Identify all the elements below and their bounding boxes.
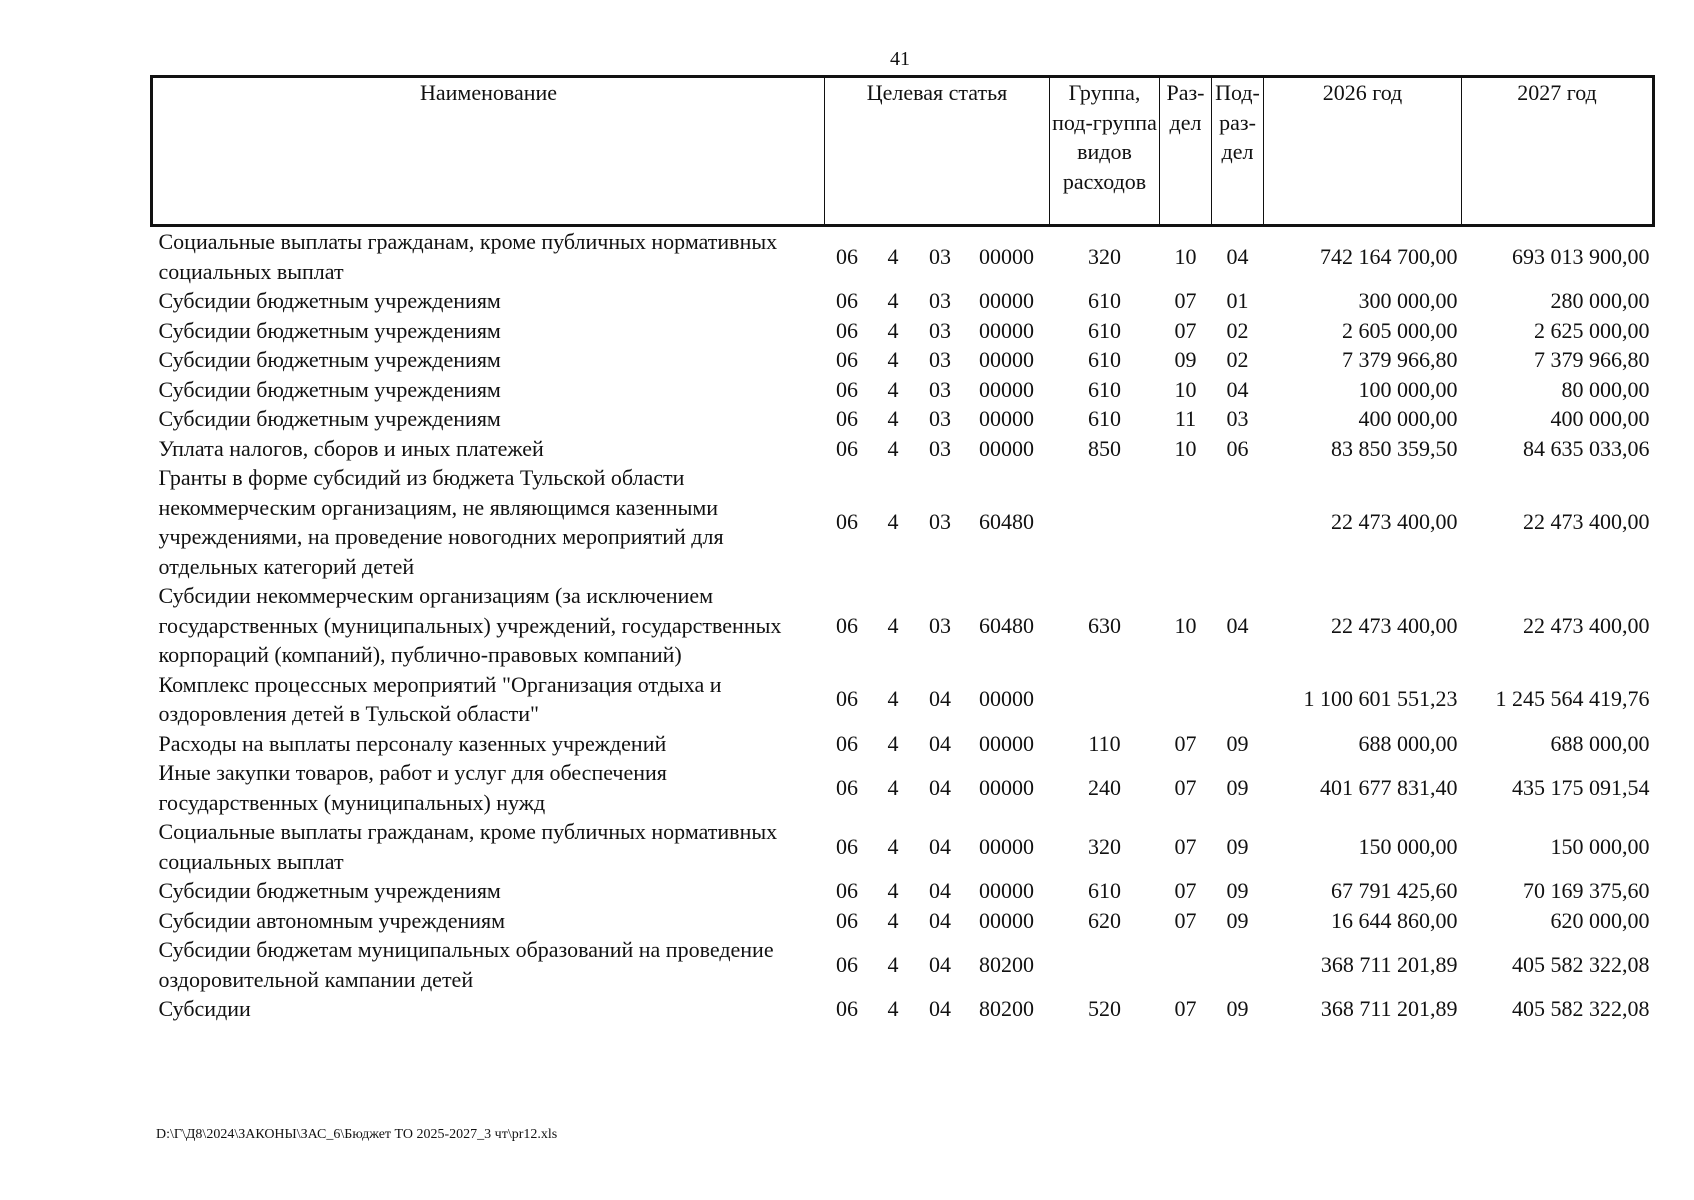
amount-2027-cell: 400 000,00 <box>1550 406 1650 431</box>
row-name-cell: Субсидии бюджетным учреждениям <box>158 317 501 343</box>
expense-group-cell: 610 <box>1088 317 1121 343</box>
target-code-1-cell: 06 <box>836 435 858 461</box>
row-name-cell: Субсидии автономным учреждениям <box>158 907 506 933</box>
table-row <box>152 670 1654 729</box>
table-row <box>152 906 1654 936</box>
target-code-3-cell: 04 <box>929 951 951 977</box>
expense-group-cell: 610 <box>1088 406 1121 431</box>
target-code-4-cell: 80200 <box>979 951 1034 977</box>
amount-2027-cell: 7 379 966,80 <box>1534 347 1650 372</box>
expense-group-cell: 240 <box>1088 774 1121 800</box>
amount-2027-cell: 693 013 900,00 <box>1512 243 1650 269</box>
row-name-cell: Субсидии бюджетным учреждениям <box>158 376 501 402</box>
target-code-3-cell: 04 <box>929 730 951 756</box>
section-cell: 10 <box>1174 243 1197 269</box>
expense-group-cell: 320 <box>1088 243 1121 269</box>
target-code-2-cell: 4 <box>887 907 899 933</box>
target-code-1-cell: 06 <box>836 996 858 1021</box>
target-code-3-cell: 03 <box>929 347 951 372</box>
section-cell: 10 <box>1174 612 1197 638</box>
target-code-4-cell: 00000 <box>979 288 1034 313</box>
expense-group-cell <box>1050 463 1160 581</box>
expense-group-cell: 520 <box>1088 996 1121 1021</box>
row-name-cell: Субсидии некоммерческим организациям (за исключением государственных (муниципальных) учреждений, государственных корпораций (компаний), публично-правовых компаний) <box>158 583 782 667</box>
expense-group-cell: 610 <box>1088 347 1121 372</box>
target-code-2-cell: 4 <box>887 406 899 431</box>
header-subsection: Под-раз-дел <box>1212 77 1264 226</box>
target-code-3-cell: 04 <box>929 878 951 903</box>
subsection-cell: 09 <box>1226 878 1249 903</box>
row-name-cell: Социальные выплаты гражданам, кроме публичных нормативных социальных выплат <box>158 819 778 874</box>
table-row <box>152 463 1654 581</box>
target-code-3-cell: 04 <box>929 774 951 800</box>
target-code-3-cell: 03 <box>929 288 951 313</box>
amount-2026-cell: 368 711 201,89 <box>1320 951 1458 977</box>
row-name-cell: Субсидии <box>158 996 251 1021</box>
expense-group-cell: 610 <box>1088 376 1121 402</box>
table-row <box>152 375 1654 405</box>
amount-2026-cell: 400 000,00 <box>1358 406 1458 431</box>
target-code-3-cell: 04 <box>929 833 951 859</box>
section-cell: 10 <box>1174 376 1197 402</box>
target-code-3-cell: 04 <box>929 907 951 933</box>
section-cell <box>1160 463 1212 581</box>
target-code-1-cell: 06 <box>836 878 858 903</box>
subsection-cell: 09 <box>1226 996 1249 1021</box>
target-code-1-cell: 06 <box>836 288 858 313</box>
header-name: Наименование <box>152 77 825 226</box>
target-code-1-cell: 06 <box>836 509 858 535</box>
amount-2026-cell: 1 100 601 551,23 <box>1303 686 1458 712</box>
target-code-1-cell: 06 <box>836 376 858 402</box>
target-code-2-cell: 4 <box>887 774 899 800</box>
target-code-4-cell: 00000 <box>979 907 1034 933</box>
row-name-cell: Расходы на выплаты персоналу казенных учреждений <box>158 730 667 756</box>
section-cell: 07 <box>1174 317 1197 343</box>
subsection-cell: 09 <box>1226 774 1249 800</box>
amount-2027-cell: 22 473 400,00 <box>1523 509 1650 535</box>
budget-table <box>150 75 1655 1024</box>
target-code-4-cell: 00000 <box>979 686 1034 712</box>
section-cell: 07 <box>1174 996 1197 1021</box>
amount-2027-cell: 620 000,00 <box>1550 907 1650 933</box>
table-row <box>152 286 1654 316</box>
target-code-1-cell: 06 <box>836 686 858 712</box>
target-code-4-cell: 00000 <box>979 878 1034 903</box>
amount-2026-cell: 16 644 860,00 <box>1331 907 1458 933</box>
amount-2026-cell: 300 000,00 <box>1358 288 1458 313</box>
table-row <box>152 817 1654 876</box>
target-code-2-cell: 4 <box>887 509 899 535</box>
expense-group-cell: 610 <box>1088 878 1121 903</box>
amount-2026-cell: 401 677 831,40 <box>1320 774 1458 800</box>
amount-2026-cell: 83 850 359,50 <box>1331 435 1458 461</box>
subsection-cell: 09 <box>1226 907 1249 933</box>
row-name-cell: Уплата налогов, сборов и иных платежей <box>158 435 544 461</box>
table-row <box>152 935 1654 994</box>
table-row <box>152 434 1654 464</box>
amount-2027-cell: 150 000,00 <box>1550 833 1650 859</box>
amount-2026-cell: 150 000,00 <box>1358 833 1458 859</box>
row-name-cell: Субсидии бюджетным учреждениям <box>158 878 501 903</box>
target-code-3-cell: 03 <box>929 243 951 269</box>
section-cell: 09 <box>1174 347 1197 372</box>
amount-2027-cell: 70 169 375,60 <box>1523 878 1650 903</box>
amount-2026-cell: 22 473 400,00 <box>1331 612 1458 638</box>
amount-2027-cell: 688 000,00 <box>1550 730 1650 756</box>
expense-group-cell: 620 <box>1088 907 1121 933</box>
row-name-cell: Иные закупки товаров, работ и услуг для обеспечения государственных (муниципальных) нужд <box>158 760 667 815</box>
table-row <box>152 994 1654 1024</box>
row-name-cell: Комплекс процессных мероприятий "Организация отдыха и оздоровления детей в Тульской области" <box>158 671 722 726</box>
amount-2027-cell: 405 582 322,08 <box>1512 951 1650 977</box>
amount-2027-cell: 84 635 033,06 <box>1523 435 1650 461</box>
amount-2026-cell: 7 379 966,80 <box>1342 347 1458 372</box>
table-row <box>152 758 1654 817</box>
section-cell: 11 <box>1174 406 1197 431</box>
target-code-1-cell: 06 <box>836 612 858 638</box>
subsection-cell: 06 <box>1226 435 1249 461</box>
target-code-2-cell: 4 <box>887 317 899 343</box>
target-code-2-cell: 4 <box>887 288 899 313</box>
expense-group-cell: 610 <box>1088 288 1121 313</box>
table-row <box>152 226 1654 287</box>
subsection-cell: 03 <box>1226 406 1249 431</box>
row-name-cell: Гранты в форме субсидий из бюджета Тульской области некоммерческим организациям, не являющимся казенными учреждениями, на проведение новогодних мероприятий для отдельных категорий детей <box>158 465 724 579</box>
target-code-4-cell: 80200 <box>979 996 1034 1021</box>
amount-2027-cell: 22 473 400,00 <box>1523 612 1650 638</box>
subsection-cell: 04 <box>1226 612 1249 638</box>
table-row <box>152 581 1654 670</box>
header-target-article: Целевая статья <box>825 77 1050 226</box>
amount-2026-cell: 368 711 201,89 <box>1320 996 1458 1021</box>
header-2026: 2026 год <box>1264 77 1462 226</box>
subsection-cell <box>1212 670 1264 729</box>
expense-group-cell <box>1050 935 1160 994</box>
table-row <box>152 404 1654 434</box>
target-code-1-cell: 06 <box>836 730 858 756</box>
target-code-4-cell: 00000 <box>979 406 1034 431</box>
subsection-cell: 01 <box>1226 288 1249 313</box>
subsection-cell: 09 <box>1226 730 1249 756</box>
target-code-3-cell: 03 <box>929 406 951 431</box>
target-code-4-cell: 00000 <box>979 243 1034 269</box>
row-name-cell: Субсидии бюджетным учреждениям <box>158 406 501 431</box>
target-code-2-cell: 4 <box>887 612 899 638</box>
expense-group-cell: 110 <box>1088 730 1121 756</box>
target-code-2-cell: 4 <box>887 435 899 461</box>
header-section: Раз-дел <box>1160 77 1212 226</box>
target-code-2-cell: 4 <box>887 243 899 269</box>
target-code-2-cell: 4 <box>887 878 899 903</box>
target-code-1-cell: 06 <box>836 907 858 933</box>
row-name-cell: Социальные выплаты гражданам, кроме публичных нормативных социальных выплат <box>158 229 778 284</box>
row-name-cell: Субсидии бюджетным учреждениям <box>158 288 501 313</box>
subsection-cell: 02 <box>1226 347 1249 372</box>
target-code-1-cell: 06 <box>836 243 858 269</box>
target-code-3-cell: 03 <box>929 376 951 402</box>
section-cell: 07 <box>1174 730 1197 756</box>
amount-2026-cell: 2 605 000,00 <box>1342 317 1458 343</box>
amount-2026-cell: 22 473 400,00 <box>1331 509 1458 535</box>
target-code-1-cell: 06 <box>836 317 858 343</box>
table-row <box>152 316 1654 346</box>
target-code-4-cell: 00000 <box>979 435 1034 461</box>
amount-2026-cell: 100 000,00 <box>1358 376 1458 402</box>
expense-group-cell: 850 <box>1088 435 1121 461</box>
section-cell: 07 <box>1174 774 1197 800</box>
target-code-1-cell: 06 <box>836 833 858 859</box>
subsection-cell <box>1212 935 1264 994</box>
section-cell <box>1160 935 1212 994</box>
target-code-3-cell: 03 <box>929 509 951 535</box>
target-code-2-cell: 4 <box>887 996 899 1021</box>
target-code-2-cell: 4 <box>887 686 899 712</box>
target-code-1-cell: 06 <box>836 347 858 372</box>
target-code-2-cell: 4 <box>887 951 899 977</box>
subsection-cell: 09 <box>1226 833 1249 859</box>
section-cell: 07 <box>1174 878 1197 903</box>
row-name-cell: Субсидии бюджетным учреждениям <box>158 347 501 372</box>
section-cell: 07 <box>1174 288 1197 313</box>
page-number: 41 <box>890 48 910 70</box>
target-code-3-cell: 04 <box>929 996 951 1021</box>
section-cell: 07 <box>1174 833 1197 859</box>
amount-2027-cell: 405 582 322,08 <box>1512 996 1650 1021</box>
amount-2027-cell: 435 175 091,54 <box>1512 774 1650 800</box>
target-code-4-cell: 60480 <box>979 509 1034 535</box>
target-code-2-cell: 4 <box>887 347 899 372</box>
subsection-cell <box>1212 463 1264 581</box>
target-code-1-cell: 06 <box>836 951 858 977</box>
target-code-3-cell: 03 <box>929 317 951 343</box>
amount-2026-cell: 742 164 700,00 <box>1320 243 1458 269</box>
section-cell <box>1160 670 1212 729</box>
target-code-3-cell: 04 <box>929 686 951 712</box>
amount-2026-cell: 688 000,00 <box>1358 730 1458 756</box>
target-code-3-cell: 03 <box>929 435 951 461</box>
header-expense-group: Группа, под-группа видов расходов <box>1050 77 1160 226</box>
header-2027: 2027 год <box>1462 77 1654 226</box>
expense-group-cell: 630 <box>1088 612 1121 638</box>
row-name-cell: Субсидии бюджетам муниципальных образований на проведение оздоровительной кампании детей <box>158 937 774 992</box>
target-code-4-cell: 00000 <box>979 774 1034 800</box>
target-code-4-cell: 00000 <box>979 376 1034 402</box>
table-row <box>152 729 1654 759</box>
target-code-4-cell: 00000 <box>979 317 1034 343</box>
section-cell: 07 <box>1174 907 1197 933</box>
target-code-2-cell: 4 <box>887 833 899 859</box>
target-code-4-cell: 60480 <box>979 612 1034 638</box>
amount-2026-cell: 67 791 425,60 <box>1331 878 1458 903</box>
amount-2027-cell: 1 245 564 419,76 <box>1495 686 1650 712</box>
target-code-4-cell: 00000 <box>979 833 1034 859</box>
footer-file-path: D:\Г\Д8\2024\ЗАКОНЫ\ЗАС_6\Бюджет ТО 2025-2027_3 чт\pr12.xls <box>156 1127 558 1142</box>
target-code-2-cell: 4 <box>887 376 899 402</box>
amount-2027-cell: 280 000,00 <box>1550 288 1650 313</box>
target-code-4-cell: 00000 <box>979 347 1034 372</box>
amount-2027-cell: 80 000,00 <box>1561 376 1650 402</box>
table-header-row <box>152 77 1654 226</box>
target-code-2-cell: 4 <box>887 730 899 756</box>
amount-2027-cell: 2 625 000,00 <box>1534 317 1650 343</box>
subsection-cell: 04 <box>1226 376 1249 402</box>
table-row <box>152 876 1654 906</box>
expense-group-cell <box>1050 670 1160 729</box>
target-code-3-cell: 03 <box>929 612 951 638</box>
expense-group-cell: 320 <box>1088 833 1121 859</box>
target-code-1-cell: 06 <box>836 774 858 800</box>
target-code-1-cell: 06 <box>836 406 858 431</box>
table-body <box>152 226 1654 1024</box>
table-row <box>152 345 1654 375</box>
target-code-4-cell: 00000 <box>979 730 1034 756</box>
section-cell: 10 <box>1174 435 1197 461</box>
subsection-cell: 02 <box>1226 317 1249 343</box>
subsection-cell: 04 <box>1226 243 1249 269</box>
